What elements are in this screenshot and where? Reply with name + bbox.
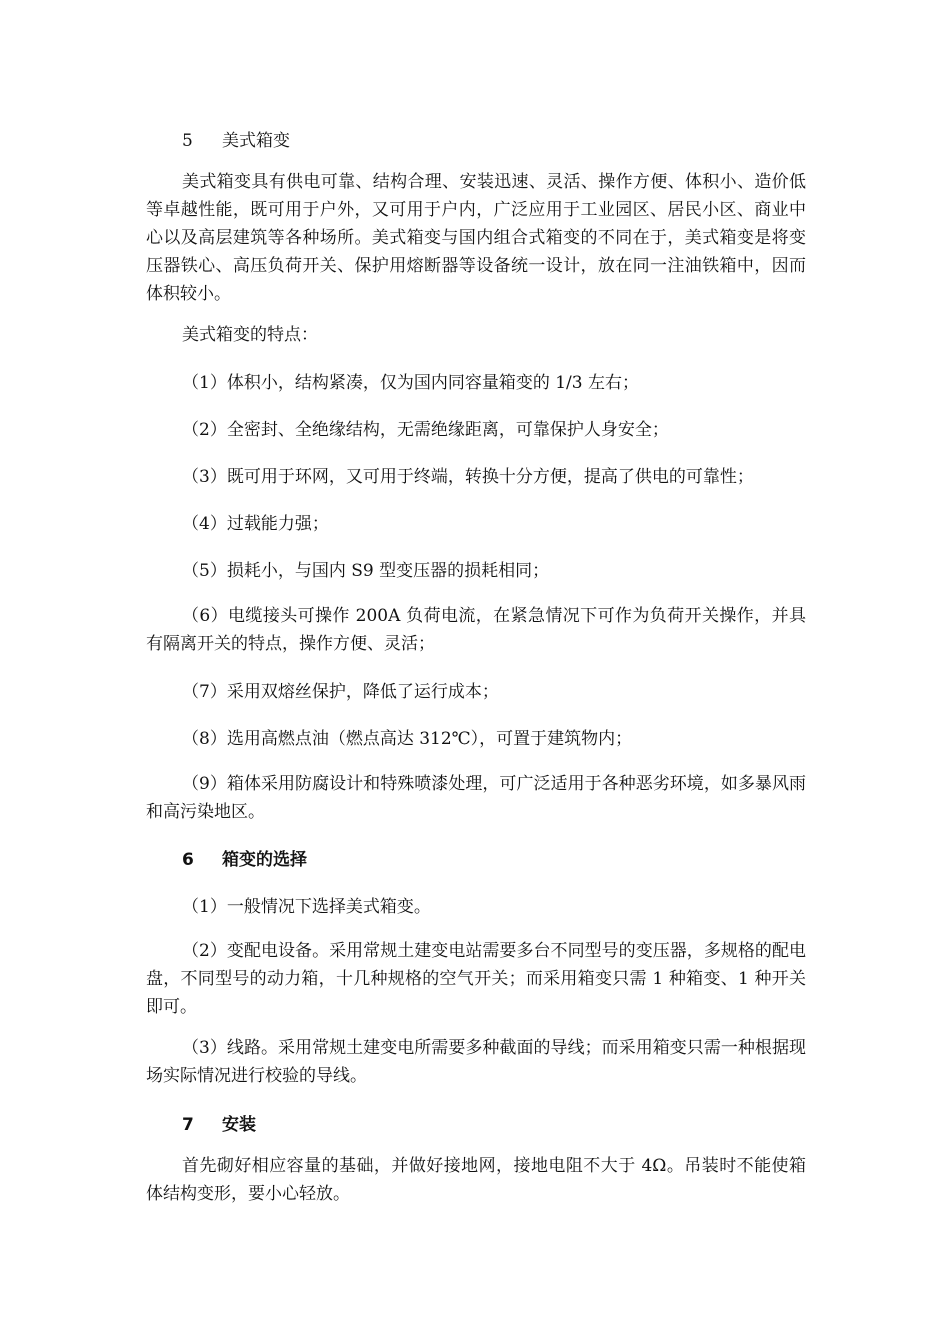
feature-item: （9）箱体采用防腐设计和特殊喷漆处理，可广泛适用于各种恶劣环境，如多暴风雨和高污染地区。: [146, 774, 806, 822]
section-number: 5: [182, 131, 193, 151]
section-heading-6: [182, 845, 307, 870]
feature-item: （7）采用双熔丝保护，降低了运行成本；: [182, 682, 499, 702]
feature-item: （3）既可用于环网，又可用于终端，转换十分方便，提高了供电的可靠性；: [182, 467, 754, 487]
section-title: 箱变的选择: [222, 850, 307, 870]
section-heading-5: [182, 126, 290, 151]
section-title: 安装: [222, 1115, 256, 1135]
selection-item: （3）线路。采用常规土建变电所需要多种截面的导线；而采用箱变只需一种根据现场实际情况进行校验的导线。: [146, 1038, 806, 1086]
selection-item: （2）变配电设备。采用常规土建变电站需要多台不同型号的变压器，多规格的配电盘，不同型号的动力箱，十几种规格的空气开关；而采用箱变只需 1 种箱变、1 种开关即可。: [146, 941, 806, 1017]
paragraph-intro: 美式箱变具有供电可靠、结构合理、安装迅速、灵活、操作方便、体积小、造价低等卓越性能，既可用于户外，又可用于户内，广泛应用于工业园区、居民小区、商业中心以及高层建筑等各种场所。美式箱变与国内组合式箱变的不同在于，美式箱变是将变压器铁心、高压负荷开关、保护用熔断器等设备统一设计，放在同一注油铁箱中，因而体积较小。: [146, 172, 806, 304]
paragraph-install: 首先砌好相应容量的基础，并做好接地网，接地电阻不大于 4Ω。吊装时不能使箱体结构变形，要小心轻放。: [146, 1156, 806, 1204]
feature-item: （4）过载能力强；: [182, 514, 329, 534]
section-title: 美式箱变: [222, 131, 290, 151]
features-title: 美式箱变的特点：: [182, 325, 318, 345]
feature-item: （5）损耗小，与国内 S9 型变压器的损耗相同；: [182, 561, 550, 581]
section-number: 6: [182, 850, 194, 870]
selection-item: （1）一般情况下选择美式箱变。: [182, 897, 431, 917]
section-number: 7: [182, 1115, 194, 1135]
feature-item: （1）体积小，结构紧凑，仅为国内同容量箱变的 1/3 左右；: [182, 373, 639, 393]
feature-item: （2）全密封、全绝缘结构，无需绝缘距离，可靠保护人身安全；: [182, 420, 669, 440]
section-heading-7: [182, 1110, 256, 1135]
feature-item: （6）电缆接头可操作 200A 负荷电流，在紧急情况下可作为负荷开关操作，并具有隔离开关的特点，操作方便、灵活；: [146, 606, 806, 654]
feature-item: （8）选用高燃点油（燃点高达 312℃），可置于建筑物内；: [182, 729, 633, 749]
